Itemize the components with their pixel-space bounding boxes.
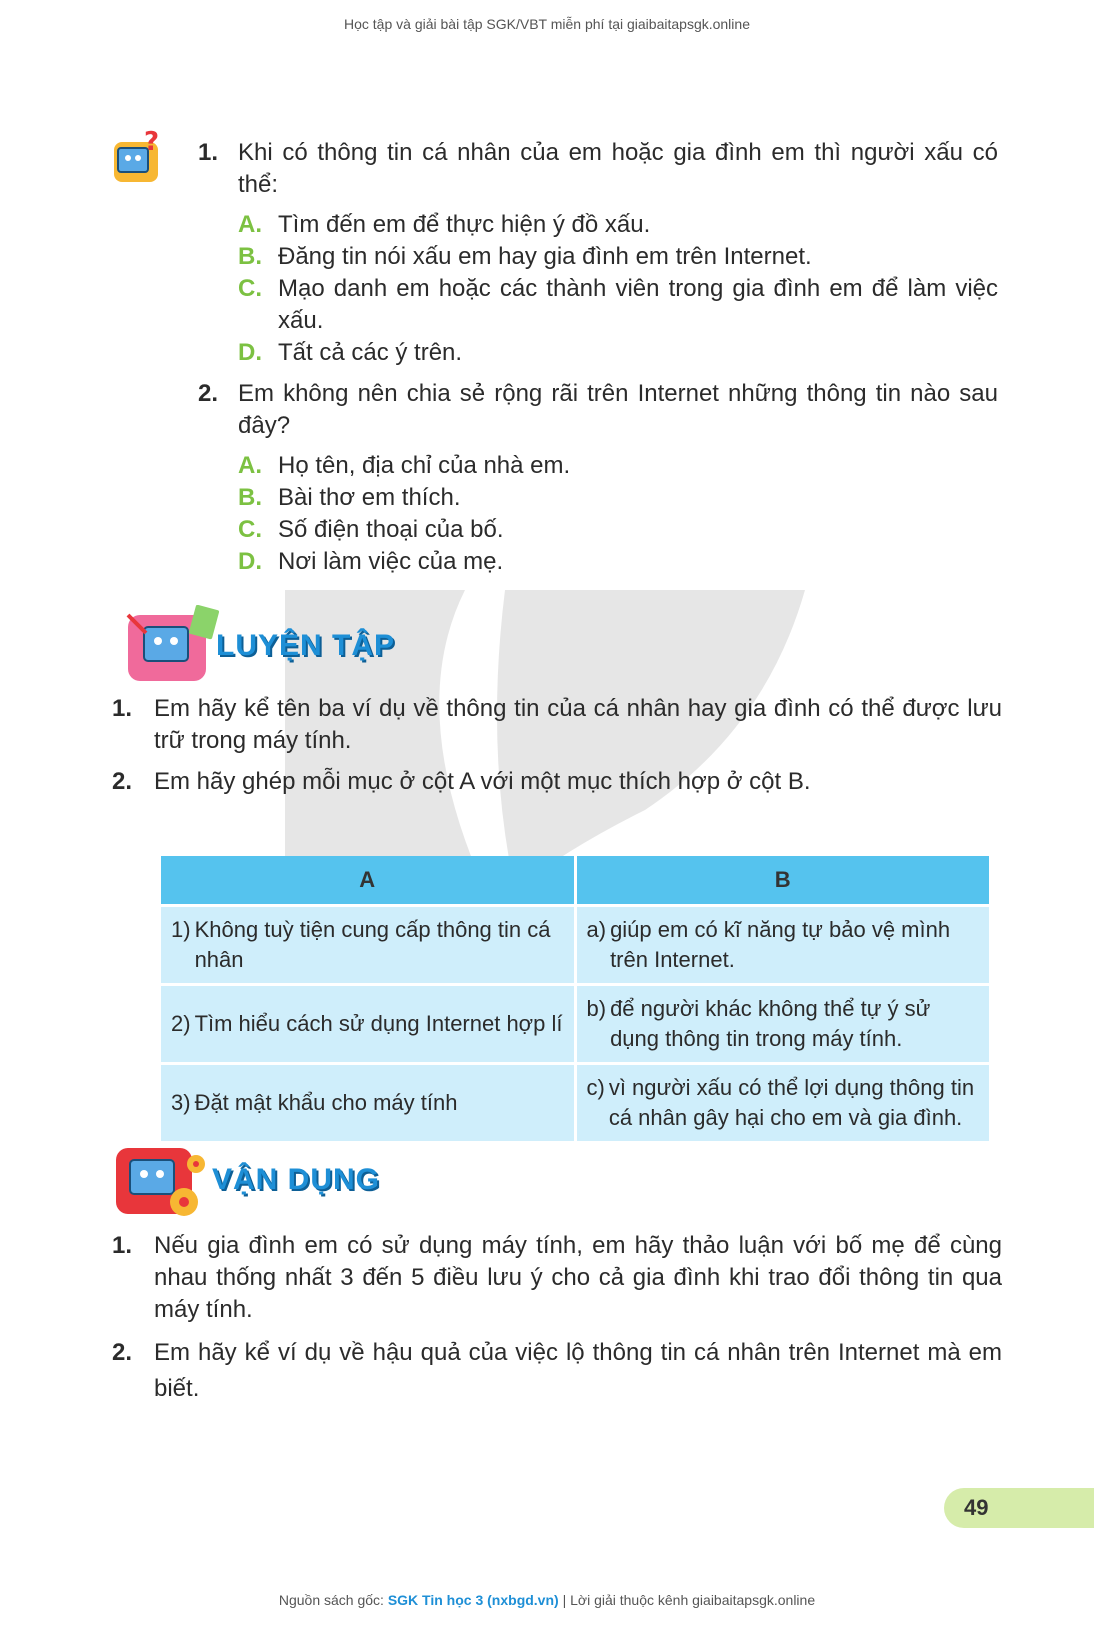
option-letter: B. <box>238 484 262 511</box>
cell-text: giúp em có kĩ năng tự bảo vệ mình trên Internet. <box>610 917 951 972</box>
cell-text: Tìm hiểu cách sử dụng Internet hợp lí <box>194 1011 563 1036</box>
matching-table <box>158 853 992 1144</box>
practice-task-1 <box>112 693 1002 757</box>
option-letter: B. <box>238 243 262 270</box>
page-number: 49 <box>944 1488 1094 1528</box>
question-2 <box>198 378 998 578</box>
cell-text: để người khác không thể tự ý sử dụng thông tin trong máy tính. <box>610 996 931 1051</box>
table-row <box>161 907 989 983</box>
option-a <box>238 209 998 241</box>
option-a <box>238 450 998 482</box>
table-cell-b <box>577 986 990 1062</box>
footer-note <box>0 1592 1094 1608</box>
footer-book-link[interactable]: SGK Tin học 3 (nxbgd.vn) <box>387 1592 559 1608</box>
option-text: Số điện thoại của bố. <box>278 516 504 543</box>
option-text: Họ tên, địa chỉ của nhà em. <box>278 452 571 479</box>
table-cell-a <box>161 986 574 1062</box>
practice-task-2 <box>112 766 1002 798</box>
question-computer-icon <box>108 128 166 190</box>
question-number: 1. <box>198 139 219 166</box>
question-number: 2. <box>198 380 219 407</box>
table-header-row <box>161 856 989 904</box>
option-d <box>238 337 998 369</box>
table-cell-b <box>577 907 990 983</box>
apply-task-2 <box>112 1335 1002 1407</box>
practice-computer-icon <box>122 605 222 687</box>
practice-title: LUYỆN TẬP <box>216 629 396 662</box>
cell-label: c) <box>586 1075 605 1100</box>
option-text: Bài thơ em thích. <box>278 484 461 511</box>
apply-computer-icon <box>112 1140 208 1220</box>
option-d <box>238 546 998 578</box>
table-row <box>161 1065 989 1141</box>
cell-label: a) <box>586 917 607 942</box>
option-b <box>238 482 998 514</box>
option-letter: C. <box>238 516 262 543</box>
task-number: 1. <box>112 695 133 722</box>
option-text: Đăng tin nói xấu em hay gia đình em trên Internet. <box>278 243 812 270</box>
column-b-header: B <box>577 856 990 904</box>
apply-task-1 <box>112 1230 1002 1326</box>
column-a-header: A <box>161 856 574 904</box>
option-letter: C. <box>238 275 262 302</box>
table-cell-b <box>577 1065 990 1141</box>
apply-title: VẬN DỤNG <box>212 1163 381 1196</box>
cell-text: Đặt mật khẩu cho máy tính <box>194 1090 458 1115</box>
option-text: Tìm đến em để thực hiện ý đồ xấu. <box>278 211 651 238</box>
svg-text:?: ? <box>144 128 160 157</box>
question-text: Khi có thông tin cá nhân của em hoặc gia đình em thì người xấu có thể: <box>238 139 998 198</box>
footer-suffix: | Lời giải thuộc kênh giaibaitapsgk.online <box>562 1592 816 1608</box>
option-c <box>238 514 998 546</box>
cell-label: 3) <box>171 1090 191 1115</box>
task-number: 1. <box>112 1232 133 1259</box>
question-1 <box>198 137 998 369</box>
option-letter: D. <box>238 548 262 575</box>
option-text: Mạo danh em hoặc các thành viên trong gia đình em để làm việc xấu. <box>278 275 998 334</box>
cell-text: vì người xấu có thể lợi dụng thông tin cá nhân gây hại cho em và gia đình. <box>608 1075 975 1130</box>
table-row <box>161 986 989 1062</box>
option-letter: A. <box>238 452 262 479</box>
table-cell-a <box>161 1065 574 1141</box>
task-number: 2. <box>112 1339 133 1366</box>
cell-text: Không tuỳ tiện cung cấp thông tin cá nhân <box>194 917 551 972</box>
question-text: Em không nên chia sẻ rộng rãi trên Internet những thông tin nào sau đây? <box>238 380 998 439</box>
option-c <box>238 273 998 337</box>
task-text: Em hãy ghép mỗi mục ở cột A với một mục thích hợp ở cột B. <box>154 768 811 795</box>
table-cell-a <box>161 907 574 983</box>
apply-section-header <box>112 1140 380 1220</box>
practice-section-header <box>122 605 395 687</box>
task-text: Em hãy kể tên ba ví dụ về thông tin của cá nhân hay gia đình có thể được lưu trữ trong máy tính. <box>154 695 1002 754</box>
footer-prefix: Nguồn sách gốc: <box>278 1592 384 1608</box>
option-b <box>238 241 998 273</box>
header-note: Học tập và giải bài tập SGK/VBT miễn phí tại giaibaitapsgk.online <box>344 16 750 32</box>
cell-label: b) <box>586 996 607 1021</box>
task-number: 2. <box>112 768 133 795</box>
cell-label: 2) <box>171 1011 191 1036</box>
option-letter: A. <box>238 211 262 238</box>
cell-label: 1) <box>171 917 191 942</box>
option-text: Nơi làm việc của mẹ. <box>278 548 504 575</box>
option-text: Tất cả các ý trên. <box>278 339 463 366</box>
task-text: Em hãy kể ví dụ về hậu quả của việc lộ thông tin cá nhân trên Internet mà em biết. <box>154 1339 1002 1402</box>
task-text: Nếu gia đình em có sử dụng máy tính, em hãy thảo luận với bố mẹ để cùng nhau thống nhất 3 đến 5 điều lưu ý cho cả gia đình khi trao đổi thông tin qua máy tính. <box>154 1232 1002 1323</box>
option-letter: D. <box>238 339 262 366</box>
